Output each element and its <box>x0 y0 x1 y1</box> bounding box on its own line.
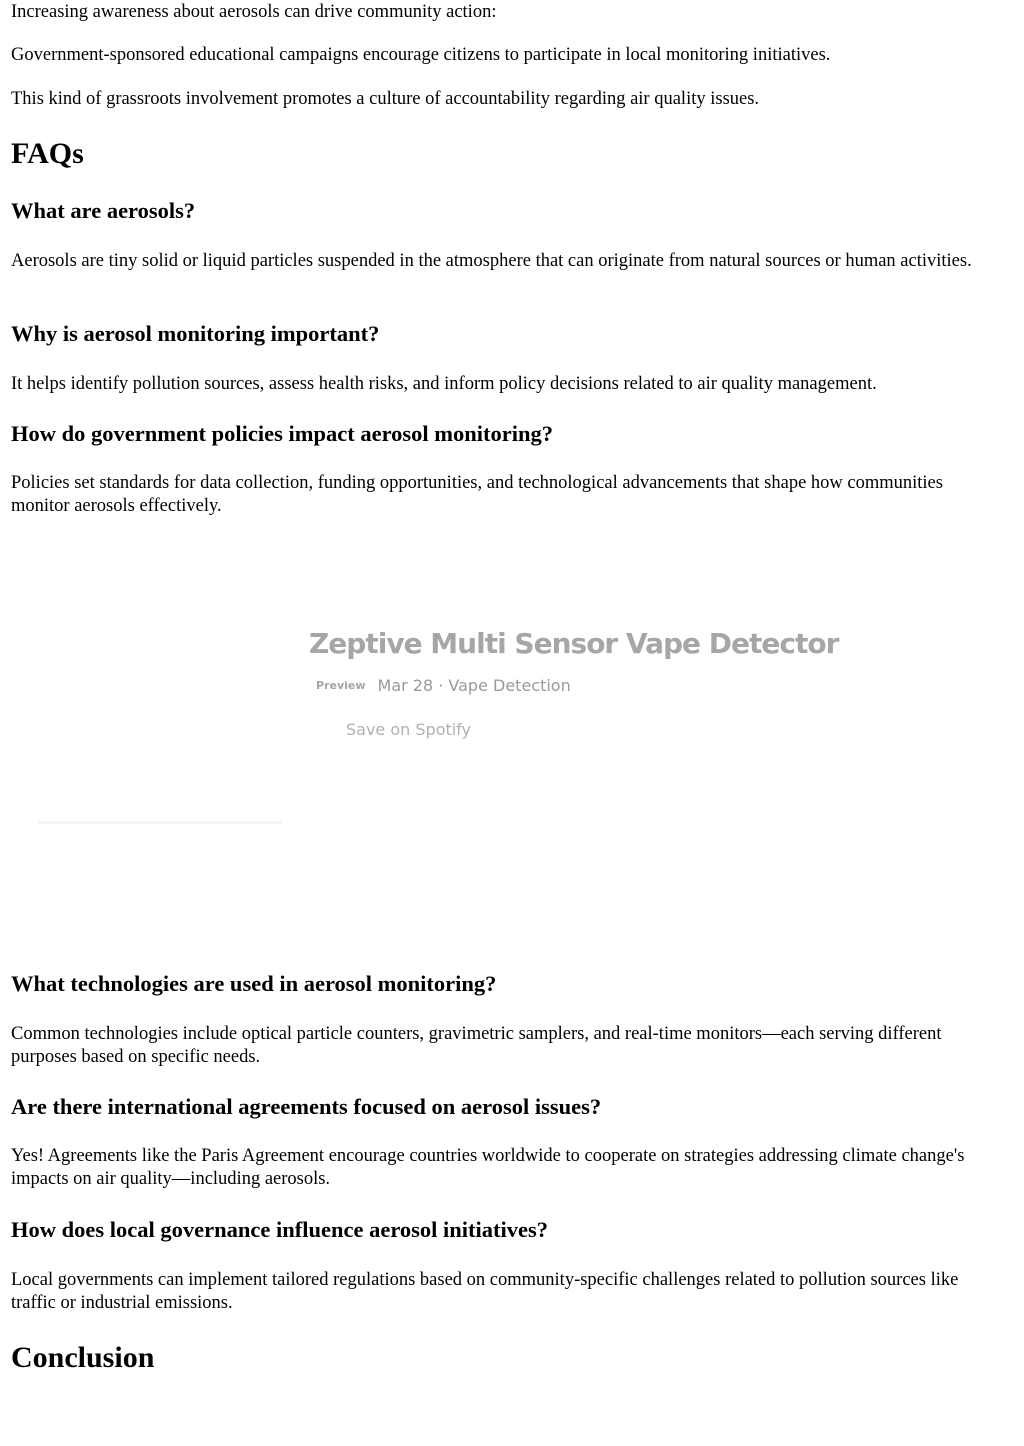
embed-progress-track <box>38 821 282 824</box>
embed-meta-text: Mar 28 · Vape Detection <box>377 676 571 695</box>
faq-answer-3: Policies set standards for data collection, funding opportunities, and technological advancements that shape how communities monitor aerosols effectively. <box>11 473 943 516</box>
embed-title[interactable]: Zeptive Multi Sensor Vape Detector <box>309 627 839 660</box>
faq-question-4: What technologies are used in aerosol monitoring? <box>11 971 497 996</box>
faq-question-5: Are there international agreements focused on aerosol issues? <box>11 1094 602 1119</box>
faqs-heading: FAQs <box>11 137 84 170</box>
faq-answer-4: Common technologies include optical particle counters, gravimetric samplers, and real-time monitors—each serving different purposes based on specific needs. <box>11 1024 942 1067</box>
faq-question-6: How does local governance influence aerosol initiatives? <box>11 1217 549 1242</box>
intro-paragraph-1: Increasing awareness about aerosols can drive community action: <box>11 2 497 22</box>
faq-question-2: Why is aerosol monitoring important? <box>11 321 380 346</box>
intro-paragraph-2: Government-sponsored educational campaigns encourage citizens to participate in local monitoring initiatives. <box>11 45 831 65</box>
conclusion-heading: Conclusion <box>11 1341 155 1374</box>
faq-answer-6: Local governments can implement tailored regulations based on community-specific challenges related to pollution sources like traffic or industrial emissions. <box>11 1270 959 1313</box>
save-on-spotify-button[interactable]: Save on Spotify <box>346 720 472 739</box>
embed-meta <box>316 676 571 695</box>
intro-paragraph-3: This kind of grassroots involvement promotes a culture of accountability regarding air quality issues. <box>11 89 760 109</box>
spotify-embed[interactable] <box>0 540 1024 960</box>
faq-answer-5: Yes! Agreements like the Paris Agreement encourage countries worldwide to cooperate on strategies addressing climate change's impacts on air quality—including aerosols. <box>11 1146 965 1189</box>
faq-question-1: What are aerosols? <box>11 198 196 223</box>
faq-answer-2: It helps identify pollution sources, assess health risks, and inform policy decisions related to air quality management. <box>11 374 877 394</box>
faq-question-3: How do government policies impact aerosol monitoring? <box>11 421 554 446</box>
faq-answer-1: Aerosols are tiny solid or liquid particles suspended in the atmosphere that can originate from natural sources or human activities. <box>11 251 972 271</box>
preview-badge: Preview <box>316 679 366 692</box>
